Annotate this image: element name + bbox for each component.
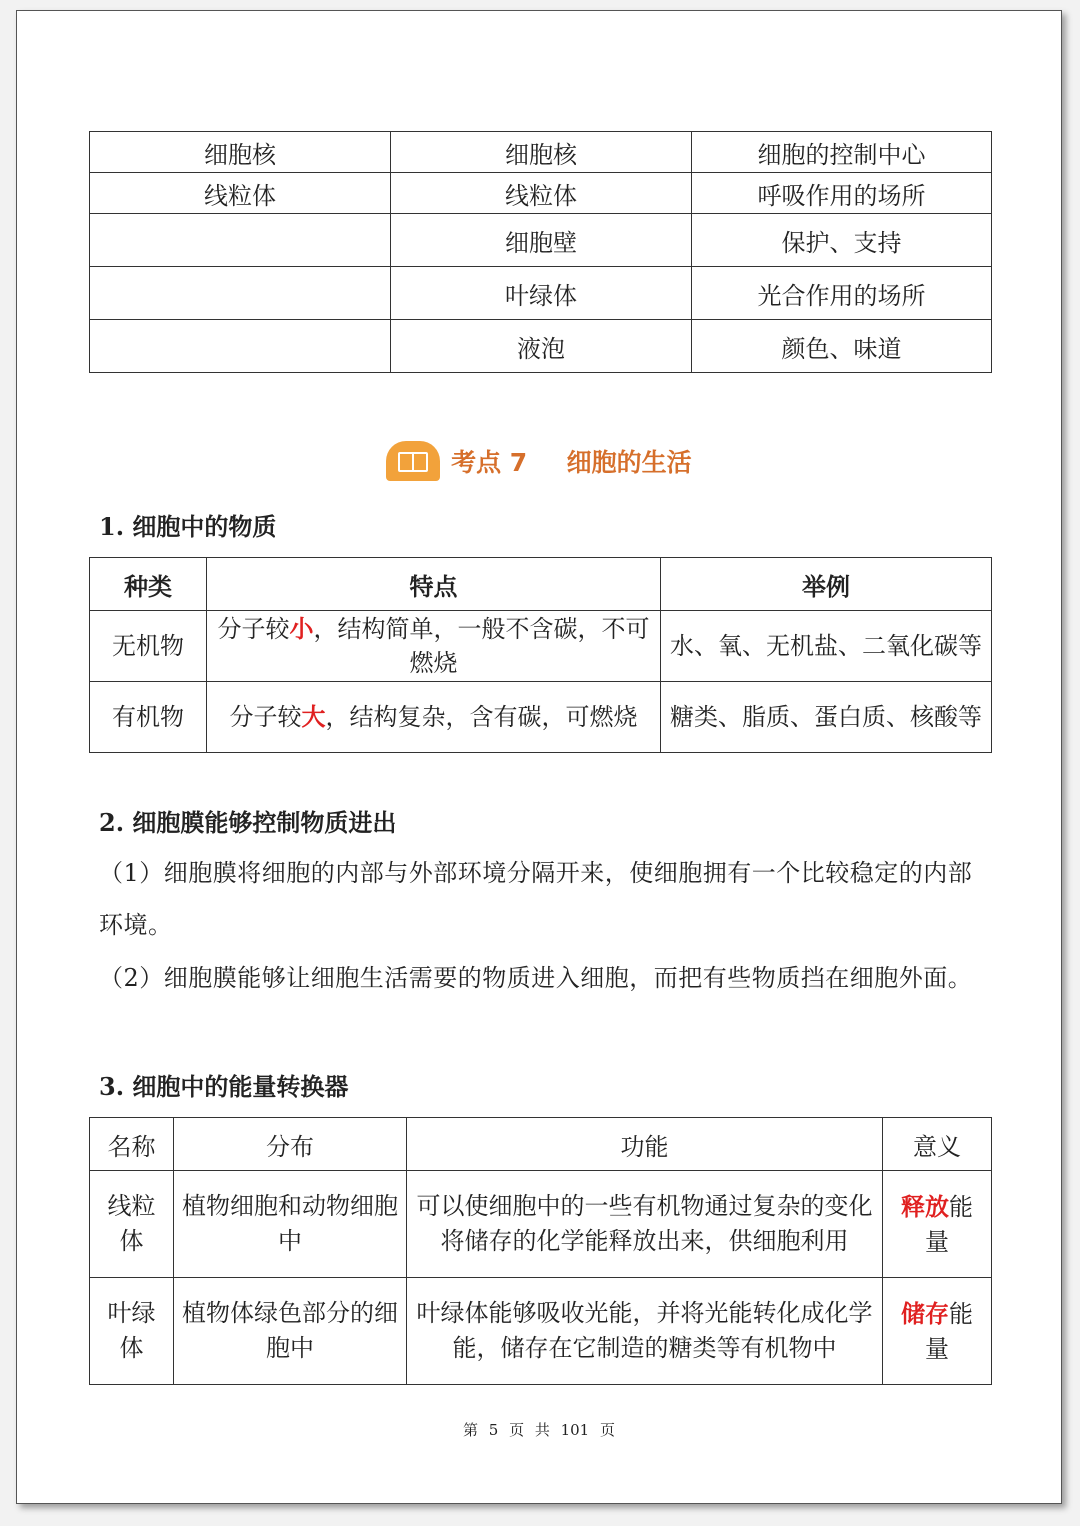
table-header-row xyxy=(90,558,992,611)
table-cell: 有机物 xyxy=(90,682,207,753)
kaodian-heading xyxy=(17,441,1061,481)
table-cell: 植物体绿色部分的细胞中 xyxy=(174,1278,407,1385)
highlight-text: 小 xyxy=(289,614,314,643)
table-cell: 线粒体 xyxy=(90,1171,174,1278)
table-cell: 水、氧、无机盐、二氧化碳等 xyxy=(661,611,992,682)
table-cell: 细胞的控制中心 xyxy=(692,132,992,173)
table-cell: 线粒体 xyxy=(391,173,692,214)
table-cell: 无机物 xyxy=(90,611,207,682)
table-cell: 叶绿体 xyxy=(391,267,692,320)
highlight-text: 释放 xyxy=(901,1191,949,1221)
paragraph: （2）细胞膜能够让细胞生活需要的物质进入细胞，而把有些物质挡在细胞外面。 xyxy=(99,964,973,992)
page-number: 第 5 页 共 101 页 xyxy=(462,1421,615,1439)
table-cell: 分子较小，结构简单，一般不含碳，不可燃烧 xyxy=(207,611,661,682)
table-cell: 叶绿体 xyxy=(90,1278,174,1385)
table-row xyxy=(90,132,992,173)
table-header: 名称 xyxy=(90,1118,174,1171)
organelle-table xyxy=(89,131,992,373)
table-header: 分布 xyxy=(174,1118,407,1171)
table-row xyxy=(90,320,992,373)
table-cell: 植物细胞和动物细胞中 xyxy=(174,1171,407,1278)
table-row xyxy=(90,682,992,753)
table-row xyxy=(90,173,992,214)
table-cell: 可以使细胞中的一些有机物通过复杂的变化将储存的化学能释放出来，供细胞利用 xyxy=(407,1171,883,1278)
table-cell xyxy=(90,320,391,373)
table-cell: 释放能量 xyxy=(883,1171,992,1278)
table-cell: 分子较大，结构复杂，含有碳，可燃烧 xyxy=(207,682,661,753)
table-row xyxy=(90,214,992,267)
table-cell xyxy=(90,267,391,320)
table-cell: 储存能量 xyxy=(883,1278,992,1385)
document-page xyxy=(16,10,1062,1504)
table-cell: 保护、支持 xyxy=(692,214,992,267)
table-row xyxy=(90,611,992,682)
table-header: 意义 xyxy=(883,1118,992,1171)
table-header: 种类 xyxy=(90,558,207,611)
table-cell: 线粒体 xyxy=(90,173,391,214)
table-row xyxy=(90,1171,992,1278)
highlight-text: 大 xyxy=(301,702,326,731)
highlight-text: 储存 xyxy=(901,1298,949,1328)
kaodian-title: 细胞的生活 xyxy=(566,448,692,477)
table-header: 功能 xyxy=(407,1118,883,1171)
table-row xyxy=(90,267,992,320)
table-cell: 糖类、脂质、蛋白质、核酸等 xyxy=(661,682,992,753)
book-icon xyxy=(386,441,440,481)
table-cell: 光合作用的场所 xyxy=(692,267,992,320)
table-header: 举例 xyxy=(661,558,992,611)
table-cell: 细胞壁 xyxy=(391,214,692,267)
table-cell xyxy=(90,214,391,267)
section-heading: 2. 细胞膜能够控制物质进出 xyxy=(99,808,397,837)
table-cell: 液泡 xyxy=(391,320,692,373)
table-cell: 细胞核 xyxy=(90,132,391,173)
table-cell: 呼吸作用的场所 xyxy=(692,173,992,214)
substance-table xyxy=(89,557,992,753)
section-heading: 3. 细胞中的能量转换器 xyxy=(99,1072,349,1101)
table-cell: 颜色、味道 xyxy=(692,320,992,373)
table-cell: 细胞核 xyxy=(391,132,692,173)
table-cell: 叶绿体能够吸收光能，并将光能转化成化学能，储存在它制造的糖类等有机物中 xyxy=(407,1278,883,1385)
table-header-row xyxy=(90,1118,992,1171)
kaodian-label: 考点 7 xyxy=(451,448,528,477)
table-header: 特点 xyxy=(207,558,661,611)
section-heading: 1. 细胞中的物质 xyxy=(99,512,277,541)
paragraph: （1）细胞膜将细胞的内部与外部环境分隔开来，使细胞拥有一个比较稳定的内部环境。 xyxy=(99,859,973,939)
table-row xyxy=(90,1278,992,1385)
energy-converter-table xyxy=(89,1117,992,1385)
